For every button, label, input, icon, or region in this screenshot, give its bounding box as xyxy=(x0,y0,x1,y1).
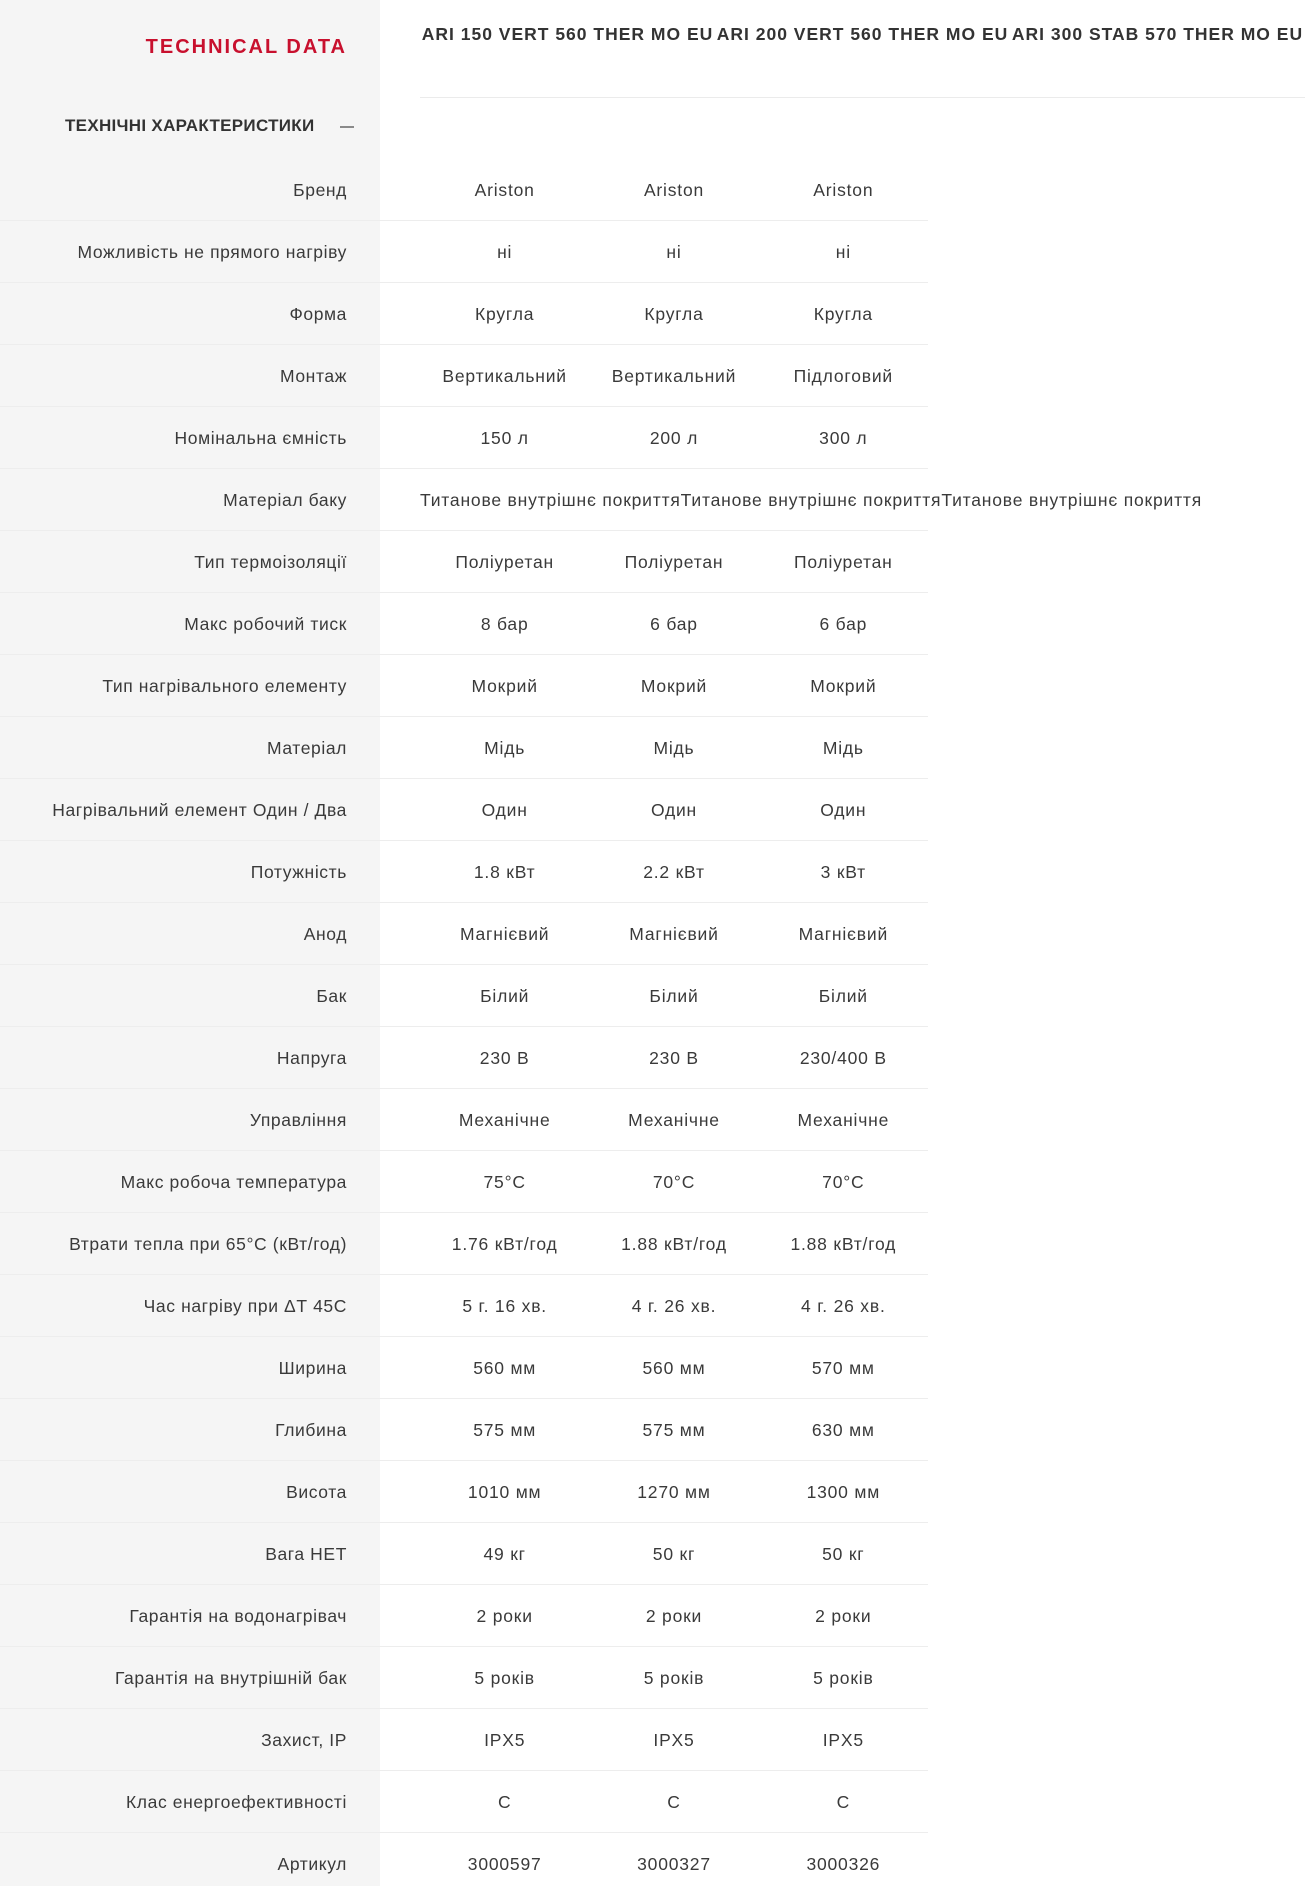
value-cell: 6 бар xyxy=(819,613,868,634)
value-cell: 49 кг xyxy=(483,1543,526,1564)
value-cell: Магнієвий xyxy=(459,923,550,944)
row-label: Захист, IP xyxy=(261,1729,347,1750)
value-cell: 4 г. 26 хв. xyxy=(631,1295,717,1316)
value-cell: 1010 мм xyxy=(467,1481,542,1502)
table-row xyxy=(0,1585,1308,1647)
value-cell: 1270 мм xyxy=(637,1481,711,1502)
product-headers xyxy=(420,0,1305,98)
value-cell: Титанове внутрішнє покриття xyxy=(941,489,1203,510)
value-cell: Титанове внутрішнє покриття xyxy=(420,489,681,510)
table-row xyxy=(0,1647,1308,1709)
product-header-3[interactable]: ARI 300 STAB 570 THER MO EU xyxy=(1011,24,1304,44)
row-values xyxy=(0,283,928,345)
row-values xyxy=(0,655,928,717)
row-values xyxy=(0,1771,928,1833)
product-header-1[interactable]: ARI 150 VERT 560 THER MO EU xyxy=(421,24,714,44)
value-cell: 5 років xyxy=(474,1667,535,1688)
value-cell: Титанове внутрішнє покриття xyxy=(680,489,942,510)
value-cell: 5 г. 16 хв. xyxy=(462,1295,547,1316)
value-cell: 2 роки xyxy=(476,1605,533,1626)
table-row xyxy=(0,159,1308,221)
value-cell: Ariston xyxy=(643,179,705,200)
value-cell: Вертикальний xyxy=(442,365,567,386)
value-cell: Поліуретан xyxy=(793,551,893,572)
value-cell: C xyxy=(497,1791,512,1812)
row-values xyxy=(0,903,928,965)
value-cell: 2.2 кВт xyxy=(643,861,705,882)
value-cell: 200 л xyxy=(649,427,699,448)
value-cell: Ariston xyxy=(474,179,535,200)
value-cell: Мідь xyxy=(484,737,526,758)
row-values xyxy=(0,1213,928,1275)
table-row xyxy=(0,1151,1308,1213)
value-cell: 1.88 кВт/год xyxy=(621,1233,727,1254)
table-row xyxy=(0,1213,1308,1275)
row-values xyxy=(0,1709,928,1771)
row-values xyxy=(0,1585,928,1647)
value-cell: ні xyxy=(497,241,513,262)
value-cell: Мокрий xyxy=(810,675,877,696)
row-label: Втрати тепла при 65°С (кВт/год) xyxy=(69,1233,347,1254)
row-values xyxy=(0,407,928,469)
row-label: Гарантія на внутрішній бак xyxy=(114,1667,347,1688)
value-cell: Ariston xyxy=(813,179,874,200)
table-row xyxy=(0,1089,1308,1151)
table-row xyxy=(0,779,1308,841)
table-row xyxy=(0,1027,1308,1089)
value-cell: Один xyxy=(481,799,528,820)
table-row xyxy=(0,469,1308,531)
row-values xyxy=(0,965,928,1027)
row-label: Тип термоізоляції xyxy=(194,551,347,572)
value-cell: Кругла xyxy=(644,303,704,324)
value-cell: 3 кВт xyxy=(820,861,866,882)
table-row xyxy=(0,1771,1308,1833)
value-cell: Один xyxy=(820,799,867,820)
row-label: Макс робоча температура xyxy=(120,1171,347,1192)
row-values xyxy=(0,841,928,903)
value-cell: 575 мм xyxy=(642,1419,706,1440)
value-cell: 570 мм xyxy=(811,1357,875,1378)
value-cell: Вертикальний xyxy=(611,365,737,386)
row-label: Матеріал xyxy=(266,737,347,758)
value-cell: 3000326 xyxy=(806,1853,881,1874)
value-cell: 575 мм xyxy=(473,1419,537,1440)
value-cell: 3000327 xyxy=(637,1853,711,1874)
value-cell: 70°С xyxy=(652,1171,696,1192)
table-row xyxy=(0,717,1308,779)
table-row xyxy=(0,965,1308,1027)
value-cell: Магнієвий xyxy=(798,923,889,944)
row-label: Нагрівальний елемент Один / Два xyxy=(52,799,347,820)
row-label: Макс робочий тиск xyxy=(184,613,347,634)
row-values xyxy=(0,1647,928,1709)
table-row xyxy=(0,903,1308,965)
value-cell: Кругла xyxy=(475,303,535,324)
row-label: Гарантія на водонагрівач xyxy=(129,1605,347,1626)
value-cell: Підлоговий xyxy=(793,365,894,386)
value-cell: 150 л xyxy=(480,427,529,448)
product-header-2[interactable]: ARI 200 VERT 560 THER MO EU xyxy=(716,24,1009,44)
value-cell: Один xyxy=(650,799,698,820)
value-cell: 70°С xyxy=(822,1171,865,1192)
table-row xyxy=(0,841,1308,903)
row-values xyxy=(0,1337,928,1399)
value-cell: 1.88 кВт/год xyxy=(790,1233,897,1254)
value-cell: 560 мм xyxy=(642,1357,706,1378)
value-cell: IPX5 xyxy=(822,1729,864,1750)
table-row xyxy=(0,593,1308,655)
section-toggle[interactable] xyxy=(0,97,380,159)
value-cell: 230 В xyxy=(479,1047,530,1068)
value-cell: 5 років xyxy=(643,1667,705,1688)
value-cell: 50 кг xyxy=(652,1543,696,1564)
value-cell: 50 кг xyxy=(822,1543,865,1564)
value-cell: Магнієвий xyxy=(629,923,719,944)
row-label: Вага НЕТ xyxy=(265,1543,347,1564)
table-row xyxy=(0,283,1308,345)
value-cell: 1300 мм xyxy=(806,1481,881,1502)
value-cell: Білий xyxy=(480,985,530,1006)
value-cell: Мідь xyxy=(653,737,695,758)
value-cell: 1.8 кВт xyxy=(473,861,536,882)
value-cell: 1.76 кВт/год xyxy=(451,1233,558,1254)
value-cell: IPX5 xyxy=(484,1729,526,1750)
row-label: Анод xyxy=(303,923,347,944)
row-values xyxy=(0,159,928,221)
row-label: Глибина xyxy=(275,1419,347,1440)
value-cell: Кругла xyxy=(813,303,873,324)
table-row xyxy=(0,531,1308,593)
table-row xyxy=(0,1523,1308,1585)
value-cell: 3000597 xyxy=(467,1853,542,1874)
row-label: Ширина xyxy=(278,1357,347,1378)
value-cell: Поліуретан xyxy=(455,551,554,572)
value-cell: 230/400 В xyxy=(799,1047,887,1068)
table-row xyxy=(0,1709,1308,1771)
value-cell: IPX5 xyxy=(653,1729,695,1750)
value-cell: Поліуретан xyxy=(624,551,724,572)
value-cell: C xyxy=(667,1791,681,1812)
table-row xyxy=(0,345,1308,407)
row-label: Матеріал баку xyxy=(223,489,347,510)
row-label: Монтаж xyxy=(279,365,347,386)
row-values xyxy=(0,1399,928,1461)
value-cell: ні xyxy=(835,241,851,262)
row-values xyxy=(0,1089,928,1151)
value-cell: ні xyxy=(666,241,682,262)
row-label: Потужність xyxy=(250,861,347,882)
row-values xyxy=(0,593,928,655)
row-label: Артикул xyxy=(277,1853,347,1874)
row-values xyxy=(0,1461,928,1523)
spec-table xyxy=(0,159,1308,1895)
value-cell: 6 бар xyxy=(650,613,698,634)
row-label: Бак xyxy=(316,985,347,1006)
table-row xyxy=(0,1399,1308,1461)
value-cell: 630 мм xyxy=(811,1419,875,1440)
row-label: Форма xyxy=(289,303,347,324)
value-cell: Білий xyxy=(818,985,868,1006)
value-cell: 300 л xyxy=(819,427,868,448)
table-row xyxy=(0,1461,1308,1523)
table-row xyxy=(0,655,1308,717)
value-cell: Механічне xyxy=(797,1109,890,1130)
value-cell: C xyxy=(836,1791,851,1812)
table-row xyxy=(0,407,1308,469)
value-cell: Білий xyxy=(649,985,699,1006)
minus-icon[interactable] xyxy=(340,126,354,128)
value-cell: 8 бар xyxy=(480,613,529,634)
row-label: Час нагріву при ΔТ 45С xyxy=(143,1295,347,1316)
row-values xyxy=(0,1151,928,1213)
value-cell: Мокрий xyxy=(640,675,708,696)
row-label: Висота xyxy=(286,1481,347,1502)
row-values xyxy=(0,531,928,593)
value-cell: 2 роки xyxy=(645,1605,703,1626)
row-label: Клас енергоефективності xyxy=(126,1791,347,1812)
row-values xyxy=(0,717,928,779)
row-label: Тип нагрівального елементу xyxy=(102,675,347,696)
row-values xyxy=(0,1523,928,1585)
row-values xyxy=(0,1027,928,1089)
table-row xyxy=(0,1275,1308,1337)
value-cell: 560 мм xyxy=(473,1357,537,1378)
row-label: Бренд xyxy=(293,179,347,200)
row-label: Номінальна ємність xyxy=(174,427,347,448)
row-label: Напруга xyxy=(276,1047,347,1068)
table-row xyxy=(0,221,1308,283)
table-row xyxy=(0,1337,1308,1399)
value-cell: Мідь xyxy=(822,737,864,758)
value-cell: 4 г. 26 хв. xyxy=(801,1295,886,1316)
row-values xyxy=(0,1275,928,1337)
value-cell: 5 років xyxy=(813,1667,874,1688)
row-values xyxy=(0,221,928,283)
value-cell: Мокрий xyxy=(471,675,538,696)
row-values xyxy=(0,779,928,841)
row-label: Управління xyxy=(249,1109,347,1130)
value-cell: 75°С xyxy=(483,1171,526,1192)
value-cell: Механічне xyxy=(458,1109,551,1130)
value-cell: Механічне xyxy=(628,1109,720,1130)
section-title: ТЕХНІЧНІ ХАРАКТЕРИСТИКИ xyxy=(65,116,315,135)
technical-data-title: TECHNICAL DATA xyxy=(145,36,347,58)
value-cell: 2 роки xyxy=(815,1605,872,1626)
row-label: Можливість не прямого нагріву xyxy=(77,241,347,262)
value-cell: 230 В xyxy=(649,1047,699,1068)
row-values xyxy=(0,469,1203,531)
row-values xyxy=(0,345,928,407)
